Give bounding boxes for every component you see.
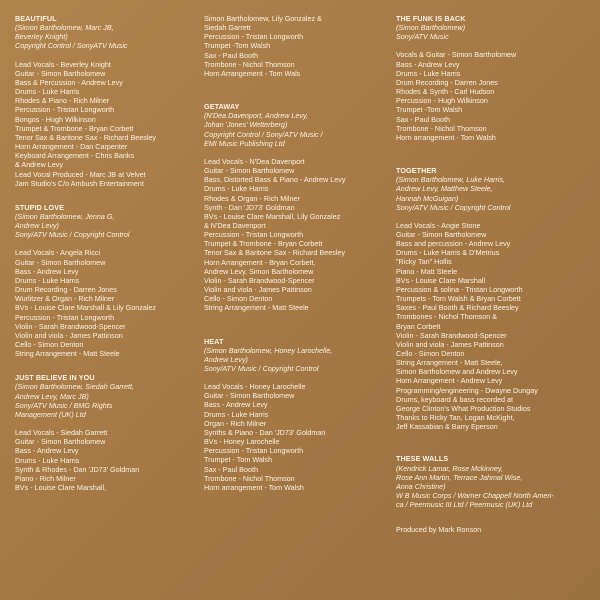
- writer-line: Andrew Levy, Matthew Steele,: [396, 184, 493, 194]
- credit-line: Violin - Sarah Brandwood-Spencer: [204, 275, 315, 285]
- credit-line: Wurlitzer & Organ - Rich Milner: [15, 294, 115, 304]
- credit-line: Bass - Andrew Levy: [204, 400, 268, 410]
- credit-line: String Arrangement - Matt Steele,: [396, 358, 503, 368]
- credit-line: Drums - Luke Harris: [396, 68, 461, 78]
- credit-line: & Andrew Levy: [15, 160, 63, 170]
- credit-line: Horn Arrangement - Bryan Corbett,: [204, 257, 316, 267]
- songwriters-publishers: [204, 346, 384, 373]
- writer-line: (Simon Bartholomew, Luke Harris,: [396, 175, 506, 185]
- credit-line: Violin and viola - James Pattinson: [204, 285, 312, 295]
- credit-line: Violin - Sarah Brandwood-Spencer: [15, 321, 126, 331]
- credit-line: Violin - Sarah Brandwood-Spencer: [396, 330, 507, 340]
- credit-line: Lead Vocals - Beverley Knight: [15, 59, 111, 69]
- writer-line: (Simon Bartholomew, Siedah Garrett,: [15, 382, 135, 392]
- songwriters-publishers: [396, 175, 576, 212]
- song-title: BEAUTIFUL: [15, 14, 57, 23]
- credit-line: BVs - Louise Clare Marshall: [396, 275, 486, 285]
- credit-line: BVs - Louise Clare Marshall & Lily Gonzalez: [15, 303, 157, 313]
- song-title: THESE WALLS: [396, 454, 449, 464]
- credit-line: Tenor Sax & Baritone Sax - Richard Beesley: [15, 132, 157, 142]
- writer-line: ca / Peermusic III Ltd / Peermusic (UK) Ltd: [396, 500, 533, 510]
- credit-line: Drums, keyboard & bass recorded at: [396, 394, 514, 404]
- credit-line: Piano - Rich Milner: [15, 473, 76, 483]
- credit-line: Trumpet - Tom Walsh: [204, 455, 273, 465]
- writer-line: Andrew Levy): [15, 221, 59, 231]
- song-title: STUPID LOVE: [15, 202, 65, 212]
- credit-line: Horn Arrangement - Dan Carpenter: [15, 142, 128, 152]
- producer-credit: Produced by Mark Ronson: [396, 525, 482, 535]
- credit-line: Tenor Sax & Baritone Sax - Richard Beesley: [204, 248, 346, 258]
- musician-credits: [15, 428, 195, 492]
- writer-line: Copyright Control / Sony/ATV Music /: [204, 129, 323, 139]
- credit-line: Synths & Piano - Dan 'JD73' Goldman: [204, 427, 326, 437]
- credit-line: Drums - Luke Harris: [15, 455, 80, 465]
- credit-line: Keyboard Arrangement - Chris Banks: [15, 151, 135, 161]
- songwriters-publishers: [396, 23, 576, 41]
- writer-line: (N'Dea Davenport, Andrew Levy,: [204, 111, 309, 121]
- credit-line: Violin and viola - James Pattinson: [15, 330, 123, 340]
- credit-line: Saxes - Paul Booth & Richard Beesley: [396, 303, 519, 313]
- credit-line: Jam Studio's C/o Ambush Entertainment: [15, 178, 144, 188]
- credit-line: Drums - Luke Harris: [204, 184, 269, 194]
- credit-line: Lead Vocals - Honey Larochelle: [204, 382, 306, 392]
- credit-line: Percussion & solina - Tristan Longworth: [396, 284, 523, 294]
- song-block: [15, 203, 195, 359]
- musician-credits: [204, 14, 384, 78]
- credit-line: Drums - Luke Harris & D'Metrius: [396, 248, 500, 258]
- credit-line: Synth - Dan 'JD73' Goldman: [204, 202, 295, 212]
- credit-line: Bass, Distorted Bass & Piano - Andrew Levy: [204, 175, 346, 185]
- writer-line: Andrew Levy): [204, 354, 248, 364]
- writer-line: Rose Ann Martin, Terrace Jahmal Wise,: [396, 472, 523, 482]
- credit-line: Percussion - Hugh Wilkinson: [396, 96, 488, 106]
- credit-line: Lead Vocals - Angela Ricci: [15, 248, 101, 258]
- musician-credits: [396, 50, 576, 142]
- credit-line: Horn Arrangement - Tom Wals: [204, 68, 301, 78]
- writer-line: (Simon Bartholomew, Marc JB,: [15, 23, 114, 33]
- songwriters-publishers: [15, 23, 195, 50]
- writer-line: Sony/ATV Music / Copyright Control: [204, 364, 319, 373]
- credit-line: Piano - Matt Steele: [396, 266, 458, 276]
- song-title: THE FUNK IS BACK: [396, 14, 466, 23]
- musician-credits: [204, 382, 384, 492]
- credit-line: Drum Recording - Darren Jones: [15, 285, 117, 295]
- credit-line: Programming/engineering - Dwayne Dungay: [396, 385, 538, 395]
- credit-line: BVs - Louise Clare Marshall, Lily Gonzalez: [204, 211, 341, 221]
- credit-line: Drums - Luke Harris: [204, 409, 269, 419]
- song-block: [204, 102, 384, 312]
- credit-line: Bass & Percussion - Andrew Levy: [15, 77, 123, 87]
- writer-line: Sony/ATV Music / Copyright Control: [15, 230, 130, 240]
- credit-line: Thanks to Ricky Tan, Logan McKight,: [396, 413, 515, 423]
- writer-line: EMI Music Publishing Ltd: [204, 138, 285, 148]
- song-block: [396, 14, 576, 142]
- writer-line: (Kendrick Lamar, Rose Mckinney,: [396, 463, 503, 473]
- credit-line: Trombone - Nichol Thomson: [396, 123, 487, 133]
- writer-line: Copyright Control / SonyATV Music: [15, 41, 128, 51]
- writer-line: Andrew Levy, Marc JB): [15, 391, 89, 401]
- credit-line: Cello - Simon Denton: [396, 349, 465, 358]
- writer-line: Sony/ATV Music / Copyright Control: [396, 202, 511, 212]
- song-block: [396, 166, 576, 431]
- credit-line: Bass - Andrew Levy: [15, 446, 79, 456]
- song-title: GETAWAY: [204, 102, 240, 112]
- musician-credits: [15, 60, 195, 188]
- credit-line: & N'Dea Davenport: [204, 220, 266, 230]
- songwriters-publishers: [15, 212, 195, 239]
- writer-line: (Simon Bartholomew): [396, 23, 466, 33]
- credit-line: Jeff Kassabian & Barry Eperson: [396, 422, 498, 432]
- songwriters-publishers: [396, 464, 576, 510]
- credit-line: Guitar - Simon Bartholomew: [204, 391, 295, 401]
- credit-line: Rhodes & Piano - Rich Milner: [15, 96, 110, 106]
- credit-line: Synth & Rhodes - Dan 'JD73' Goldman: [15, 464, 140, 474]
- writer-line: Johan 'Jones' Wetterberg): [204, 120, 288, 130]
- credit-line: Percussion - Tristan Longworth: [15, 105, 115, 115]
- column-1: [15, 14, 195, 505]
- credit-line: Horn arrangement - Tom Walsh: [396, 132, 496, 142]
- credit-line: Bass - Andrew Levy: [15, 266, 79, 276]
- credit-line: George Clinton's What Production Studios: [396, 403, 531, 413]
- song-block: [204, 14, 384, 78]
- credit-line: Trombones - Nichol Thomson &: [396, 312, 498, 322]
- credit-line: Horn Arrangement - Andrew Levy: [396, 376, 503, 386]
- song-block: [15, 373, 195, 492]
- credit-line: Trumpet & Trombone - Bryan Corbett: [15, 123, 134, 133]
- credit-line: Rhodes & Organ - Rich Milner: [204, 193, 300, 203]
- credit-line: Lead Vocals - N'Dea Davenport: [204, 156, 305, 166]
- credit-line: Andrew Levy, Simon Bartholomew: [204, 266, 314, 276]
- credit-line: Organ - Rich Milner: [204, 418, 267, 428]
- credit-line: Trumpet -Tom Walsh: [204, 41, 271, 51]
- credit-line: Guitar - Simon Bartholomew: [396, 229, 487, 239]
- musician-credits: [15, 248, 195, 358]
- credit-line: Simon Bartholomew and Andrew Levy: [396, 367, 518, 377]
- credit-line: Percussion - Tristan Longworth: [204, 230, 304, 240]
- song-block: [396, 454, 576, 509]
- credit-line: Guitar - Simon Bartholomew: [15, 68, 106, 78]
- writer-line: W B Music Corps / Warner Chappell North Ameri-: [396, 491, 554, 501]
- writer-line: Anna Christine): [396, 481, 446, 491]
- credit-line: String Arrangement - Matt Steele: [204, 303, 309, 313]
- credit-line: "Ricky Tan" Hollis: [396, 257, 452, 267]
- writer-line: Sony/ATV Music: [396, 32, 449, 42]
- credit-line: Bongos - Hugh Wilkinson: [15, 114, 96, 124]
- credit-line: String Arrangement - Matt Steele: [15, 349, 120, 359]
- column-2: [204, 14, 384, 505]
- writer-line: Management (UK) Ltd: [15, 409, 86, 419]
- credit-line: Trombone - Nichol Thomson: [204, 473, 295, 483]
- credit-line: Lead Vocals - Angie Stone: [396, 220, 481, 230]
- writer-line: (Simon Bartholomew, Jenna G,: [15, 211, 115, 221]
- song-title: TOGETHER: [396, 166, 437, 176]
- credit-line: Cello - Simon Denton: [15, 340, 84, 349]
- credit-line: Lead Vocals - Siedah Garrett: [15, 428, 108, 438]
- credit-line: Percussion - Tristan Longworth: [204, 32, 304, 42]
- credit-line: Drum Recording - Darren Jones: [396, 77, 498, 87]
- credit-line: Guitar - Simon Bartholomew: [15, 257, 106, 267]
- songwriters-publishers: [15, 382, 195, 419]
- credit-line: Trombone - Nichol Thomson: [204, 59, 295, 69]
- credit-line: Percussion - Tristan Longworth: [204, 446, 304, 456]
- songwriters-publishers: [204, 111, 384, 148]
- credit-line: Drums - Luke Harris: [15, 275, 80, 285]
- writer-line: (Simon Bartholomew, Honey Larochelle,: [204, 345, 333, 355]
- writer-line: Beverley Knight): [15, 32, 68, 42]
- credit-line: Horn arrangement - Tom Walsh: [204, 482, 304, 492]
- song-title: JUST BELIEVE IN YOU: [15, 373, 95, 383]
- credit-line: Sax - Paul Booth: [204, 464, 258, 474]
- musician-credits: [396, 221, 576, 432]
- credit-line: Cello - Simon Denton: [204, 294, 273, 304]
- credit-line: BVs - Louise Clare Marshall,: [15, 483, 107, 493]
- song-title: HEAT: [204, 336, 224, 346]
- credit-line: Lead Vocal Produced - Marc JB at Velvet: [15, 169, 146, 179]
- writer-line: Hannah McGuigan): [396, 193, 459, 203]
- writer-line: Sony/ATV Music / BMG Rights: [15, 400, 113, 410]
- credit-line: Sax - Paul Booth: [396, 114, 450, 124]
- musician-credits: [204, 157, 384, 313]
- column-3: [396, 14, 576, 535]
- song-block: [15, 14, 195, 188]
- credit-line: Violin and viola - James Pattinson: [396, 339, 504, 349]
- credit-line: Guitar - Simon Bartholomew: [15, 437, 106, 447]
- credit-line: Trumpet & Trombone - Bryan Corbett: [204, 239, 323, 249]
- credit-line: Vocals & Guitar - Simon Bartholomew: [396, 50, 517, 60]
- credit-line: Simon Bartholomew, Lily Gonzalez &: [204, 14, 322, 23]
- credit-line: Drums - Luke Harris: [15, 87, 80, 97]
- credit-line: Siedah Garrett: [204, 23, 251, 33]
- song-block: [204, 337, 384, 493]
- credit-line: Bass - Andrew Levy: [396, 59, 460, 69]
- credit-line: Percussion - Tristan Longworth: [15, 312, 115, 322]
- credit-line: Trumpets - Tom Walsh & Bryan Corbett: [396, 294, 521, 304]
- credit-line: Bass and percussion - Andrew Levy: [396, 239, 511, 249]
- credit-line: Sax - Paul Booth: [204, 50, 258, 60]
- credit-line: BVs - Honey Larochelle: [204, 437, 280, 447]
- credit-line: Bryan Corbett: [396, 321, 441, 331]
- credit-line: Trumpet -Tom Walsh: [396, 105, 463, 115]
- credit-line: Guitar - Simon Bartholomew: [204, 166, 295, 176]
- credit-line: Rhodes & Synth - Carl Hudson: [396, 87, 495, 97]
